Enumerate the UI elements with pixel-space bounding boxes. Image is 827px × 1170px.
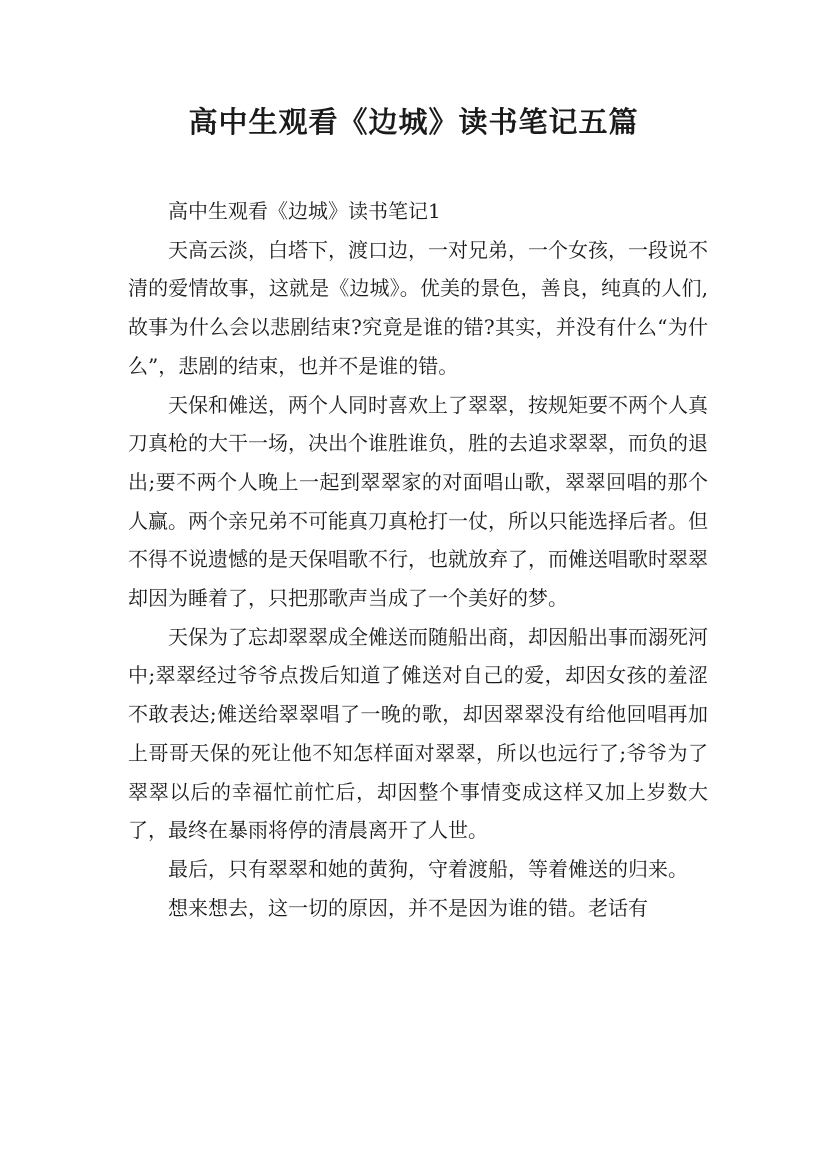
- document-title: 高中生观看《边城》读书笔记五篇: [188, 105, 639, 139]
- document-body: [128, 192, 708, 927]
- paragraph-4: 最后，只有翠翠和她的黄狗，守着渡船，等着傩送的归来。: [168, 856, 688, 881]
- paragraph-5: 想来想去，这一切的原因，并不是因为谁的错。老话有: [168, 895, 648, 920]
- paragraph-3: 天保为了忘却翠翠成全傩送而随船出商，却因船出事而溺死河中;翠翠经过爷爷点拨后知道了傩送对自己的爱，却因女孩的羞涩不敢表达;傩送给翠翠唱了一晚的歌，却因翠翠没有给他回唱再加上哥哥天保的死让他不知怎样面对翠翠，所以也远行了;爷爷为了翠翠以后的幸福忙前忙后，却因整个事情变成这样又加上岁数大了，最终在暴雨将停的清晨离开了人世。: [128, 624, 708, 843]
- paragraph-2: 天保和傩送，两个人同时喜欢上了翠翠，按规矩要不两个人真刀真枪的大干一场，决出个谁胜谁负，胜的去追求翠翠，而负的退出;要不两个人晚上一起到翠翠家的对面唱山歌，翠翠回唱的那个人赢。两个亲兄弟不可能真刀真枪打一仗，所以只能选择后者。但不得不说遗憾的是天保唱歌不行，也就放弃了，而傩送唱歌时翠翠却因为睡着了，只把那歌声当成了一个美好的梦。: [128, 392, 708, 611]
- paragraph-1: 天高云淡，白塔下，渡口边，一对兄弟，一个女孩，一段说不清的爱情故事，这就是《边城》。优美的景色，善良，纯真的人们,故事为什么会以悲剧结束?究竟是谁的错?其实，并没有什么“为什么”，悲剧的结束，也并不是谁的错。: [128, 237, 708, 378]
- section-heading: 高中生观看《边城》读书笔记1: [168, 199, 441, 223]
